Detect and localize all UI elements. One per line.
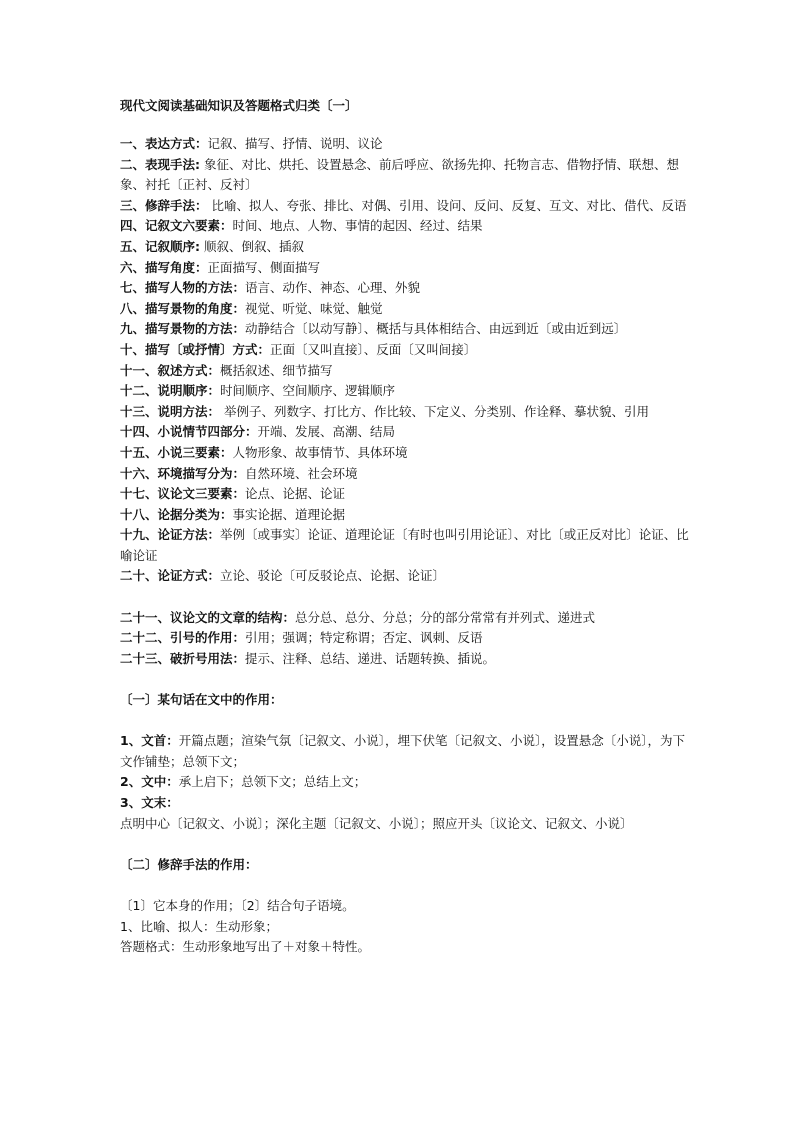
list-item-text: 事实论据、道理论据 <box>232 506 346 522</box>
list-item-text: 比喻、拟人、夸张、排比、对偶、引用、设问、反问、反复、互文、对比、借代、反语 <box>207 197 687 213</box>
section-1-item-key: 3、文末： <box>120 795 179 810</box>
section-heading-2: 〔二〕修辞手法的作用： <box>120 856 258 872</box>
list-item-key: 十二、说明顺序： <box>120 383 221 399</box>
list-item <box>120 196 690 217</box>
list-item-key: 三、修辞手法： <box>120 197 208 213</box>
list-item-text: 顺叙、倒叙、插叙 <box>200 238 304 254</box>
section-1-item <box>120 731 690 772</box>
list-item <box>120 484 690 505</box>
list-item-text: 正面描写、侧面描写 <box>207 259 321 275</box>
spacer <box>120 875 690 896</box>
list-item-text: 提示、注释、总结、递进、话题转换、插说。 <box>245 650 496 666</box>
list-item <box>120 505 690 526</box>
list-item-key: 十五、小说三要素： <box>120 444 233 460</box>
list-item-key: 二十二、引号的作用： <box>120 630 246 646</box>
list-item <box>120 237 690 258</box>
spacer <box>120 711 690 732</box>
list-item <box>120 155 690 196</box>
list-item-key: 十九、论证方法： <box>120 527 221 543</box>
list-item <box>120 525 690 566</box>
list-item-key: 二十、论证方式： <box>120 568 221 584</box>
list-item-text: 概括叙述、细节描写 <box>220 362 333 378</box>
list-item-text: 立论、驳论〔可反驳论点、论据、论证〕 <box>220 568 446 584</box>
list-item-text: 引用；强调；特定称谓；否定、讽刺、反语 <box>245 630 483 646</box>
list-item-key: 十、描写〔或抒情〕方式： <box>120 341 271 357</box>
list-item-key: 八、描写景物的角度： <box>120 300 246 316</box>
section-2-line: 答题格式：生动形象地写出了＋对象＋特性。 <box>120 939 371 955</box>
list-item-text: 动静结合〔以动写静〕、概括与具体相结合、由远到近〔或由近到远〕 <box>245 321 627 337</box>
list-item-key: 十三、说明方法： <box>120 403 221 419</box>
section-1-item-text: 开篇点题；渲染气氛〔记叙文、小说〕，埋下伏笔〔记叙文、小说〕，设置悬念〔小说〕，为下文作铺垫；总领下文； <box>120 733 685 769</box>
section-1-item <box>120 772 690 793</box>
list-item-text: 时间顺序、空间顺序、逻辑顺序 <box>220 383 396 399</box>
list-item-key: 五、记叙顺序: <box>120 238 200 254</box>
list-item <box>120 340 690 361</box>
spacer <box>120 587 690 608</box>
list-item <box>120 278 690 299</box>
list-item-key: 二十一、议论文的文章的结构： <box>120 609 296 625</box>
list-item-key: 二、表现手法: <box>120 156 200 172</box>
list-item-key: 六、描写角度： <box>120 259 208 275</box>
list-item-key: 十七、议论文三要素： <box>120 486 246 502</box>
spacer <box>120 669 690 690</box>
spacer <box>120 834 690 855</box>
section-2-line: 1、比喻、拟人：生动形象； <box>120 918 278 934</box>
list-item-key: 二十三、破折号用法： <box>120 650 246 666</box>
list-item <box>120 422 690 443</box>
list-item-key: 一、表达方式： <box>120 136 208 151</box>
section-1-item-text: 承上启下；总领下文；总结上文； <box>178 774 367 790</box>
section-heading-1: 〔一〕某句话在文中的作用： <box>120 692 283 708</box>
list-item-key: 十一、叙述方式： <box>120 362 221 378</box>
list-item <box>120 319 690 340</box>
list-item-key: 七、描写人物的方法： <box>120 280 246 296</box>
list-item <box>120 216 690 237</box>
section-1-item-key: 2、文中： <box>120 774 179 790</box>
list-item-text: 自然环境、社会环境 <box>245 465 358 481</box>
list-item <box>120 299 690 320</box>
terminology-list <box>120 134 690 587</box>
list-item-text: 举例〔或事实〕论证、道理论证〔有时也叫引用论证〕、对比〔或正反对比〕论证、比喻论证 <box>120 527 689 563</box>
list-item-key: 十四、小说情节四部分： <box>120 424 258 440</box>
list-item <box>120 443 690 464</box>
document-title: 现代文阅读基础知识及答题格式归类〔一〕 <box>120 98 358 113</box>
terminology-list-extra <box>120 608 690 670</box>
section-1-item <box>120 793 690 834</box>
list-item-text: 时间、地点、人物、事情的起因、经过、结果 <box>232 218 483 234</box>
list-item-text: 人物形象、故事情节、具体环境 <box>232 444 408 460</box>
section-2-line: 〔1〕它本身的作用；〔2〕结合句子语境。 <box>120 897 355 913</box>
section-1-item-key: 1、文首： <box>120 733 179 749</box>
list-item-text: 记叙、描写、抒情、说明、议论 <box>207 136 383 151</box>
list-item <box>120 464 690 485</box>
section-1-list <box>120 731 690 834</box>
list-item <box>120 566 690 587</box>
list-item <box>120 258 690 279</box>
list-item <box>120 402 690 423</box>
section-1-item-text: 点明中心〔记叙文、小说〕；深化主题〔记叙文、小说〕；照应开头〔议论文、记叙文、小说〕 <box>120 815 633 831</box>
list-item-key: 四、记叙文六要素： <box>120 218 233 234</box>
list-item-text: 开端、发展、高潮、结局 <box>257 424 396 440</box>
list-item <box>120 628 690 649</box>
list-item-text: 举例子、列数字、打比方、作比较、下定义、分类别、作诠释、摹状貌、引用 <box>220 403 649 419</box>
list-item-text: 视觉、听觉、味觉、触觉 <box>245 300 383 316</box>
list-item-text: 论点、论据、论证 <box>245 486 346 502</box>
list-item-text: 语言、动作、神态、心理、外貌 <box>245 280 421 296</box>
list-item <box>120 361 690 382</box>
list-item <box>120 649 690 670</box>
list-item-key: 十六、环境描写分为： <box>120 465 246 481</box>
list-item <box>120 381 690 402</box>
list-item-text: 正面〔又叫直接〕、反面〔又叫间接〕 <box>270 341 477 357</box>
document-page <box>120 96 690 958</box>
list-item <box>120 608 690 629</box>
list-item <box>120 134 690 155</box>
list-item-key: 九、描写景物的方法： <box>120 321 246 337</box>
list-item-key: 十八、论据分类为： <box>120 506 233 522</box>
section-2-list <box>120 896 690 958</box>
list-item-text: 象征、对比、烘托、设置悬念、前后呼应、欲扬先抑、托物言志、借物抒情、联想、想象、衬托〔正衬、反衬〕 <box>120 156 679 193</box>
list-item-text: 总分总、总分、分总；分的部分常常有并列式、递进式 <box>295 609 596 625</box>
